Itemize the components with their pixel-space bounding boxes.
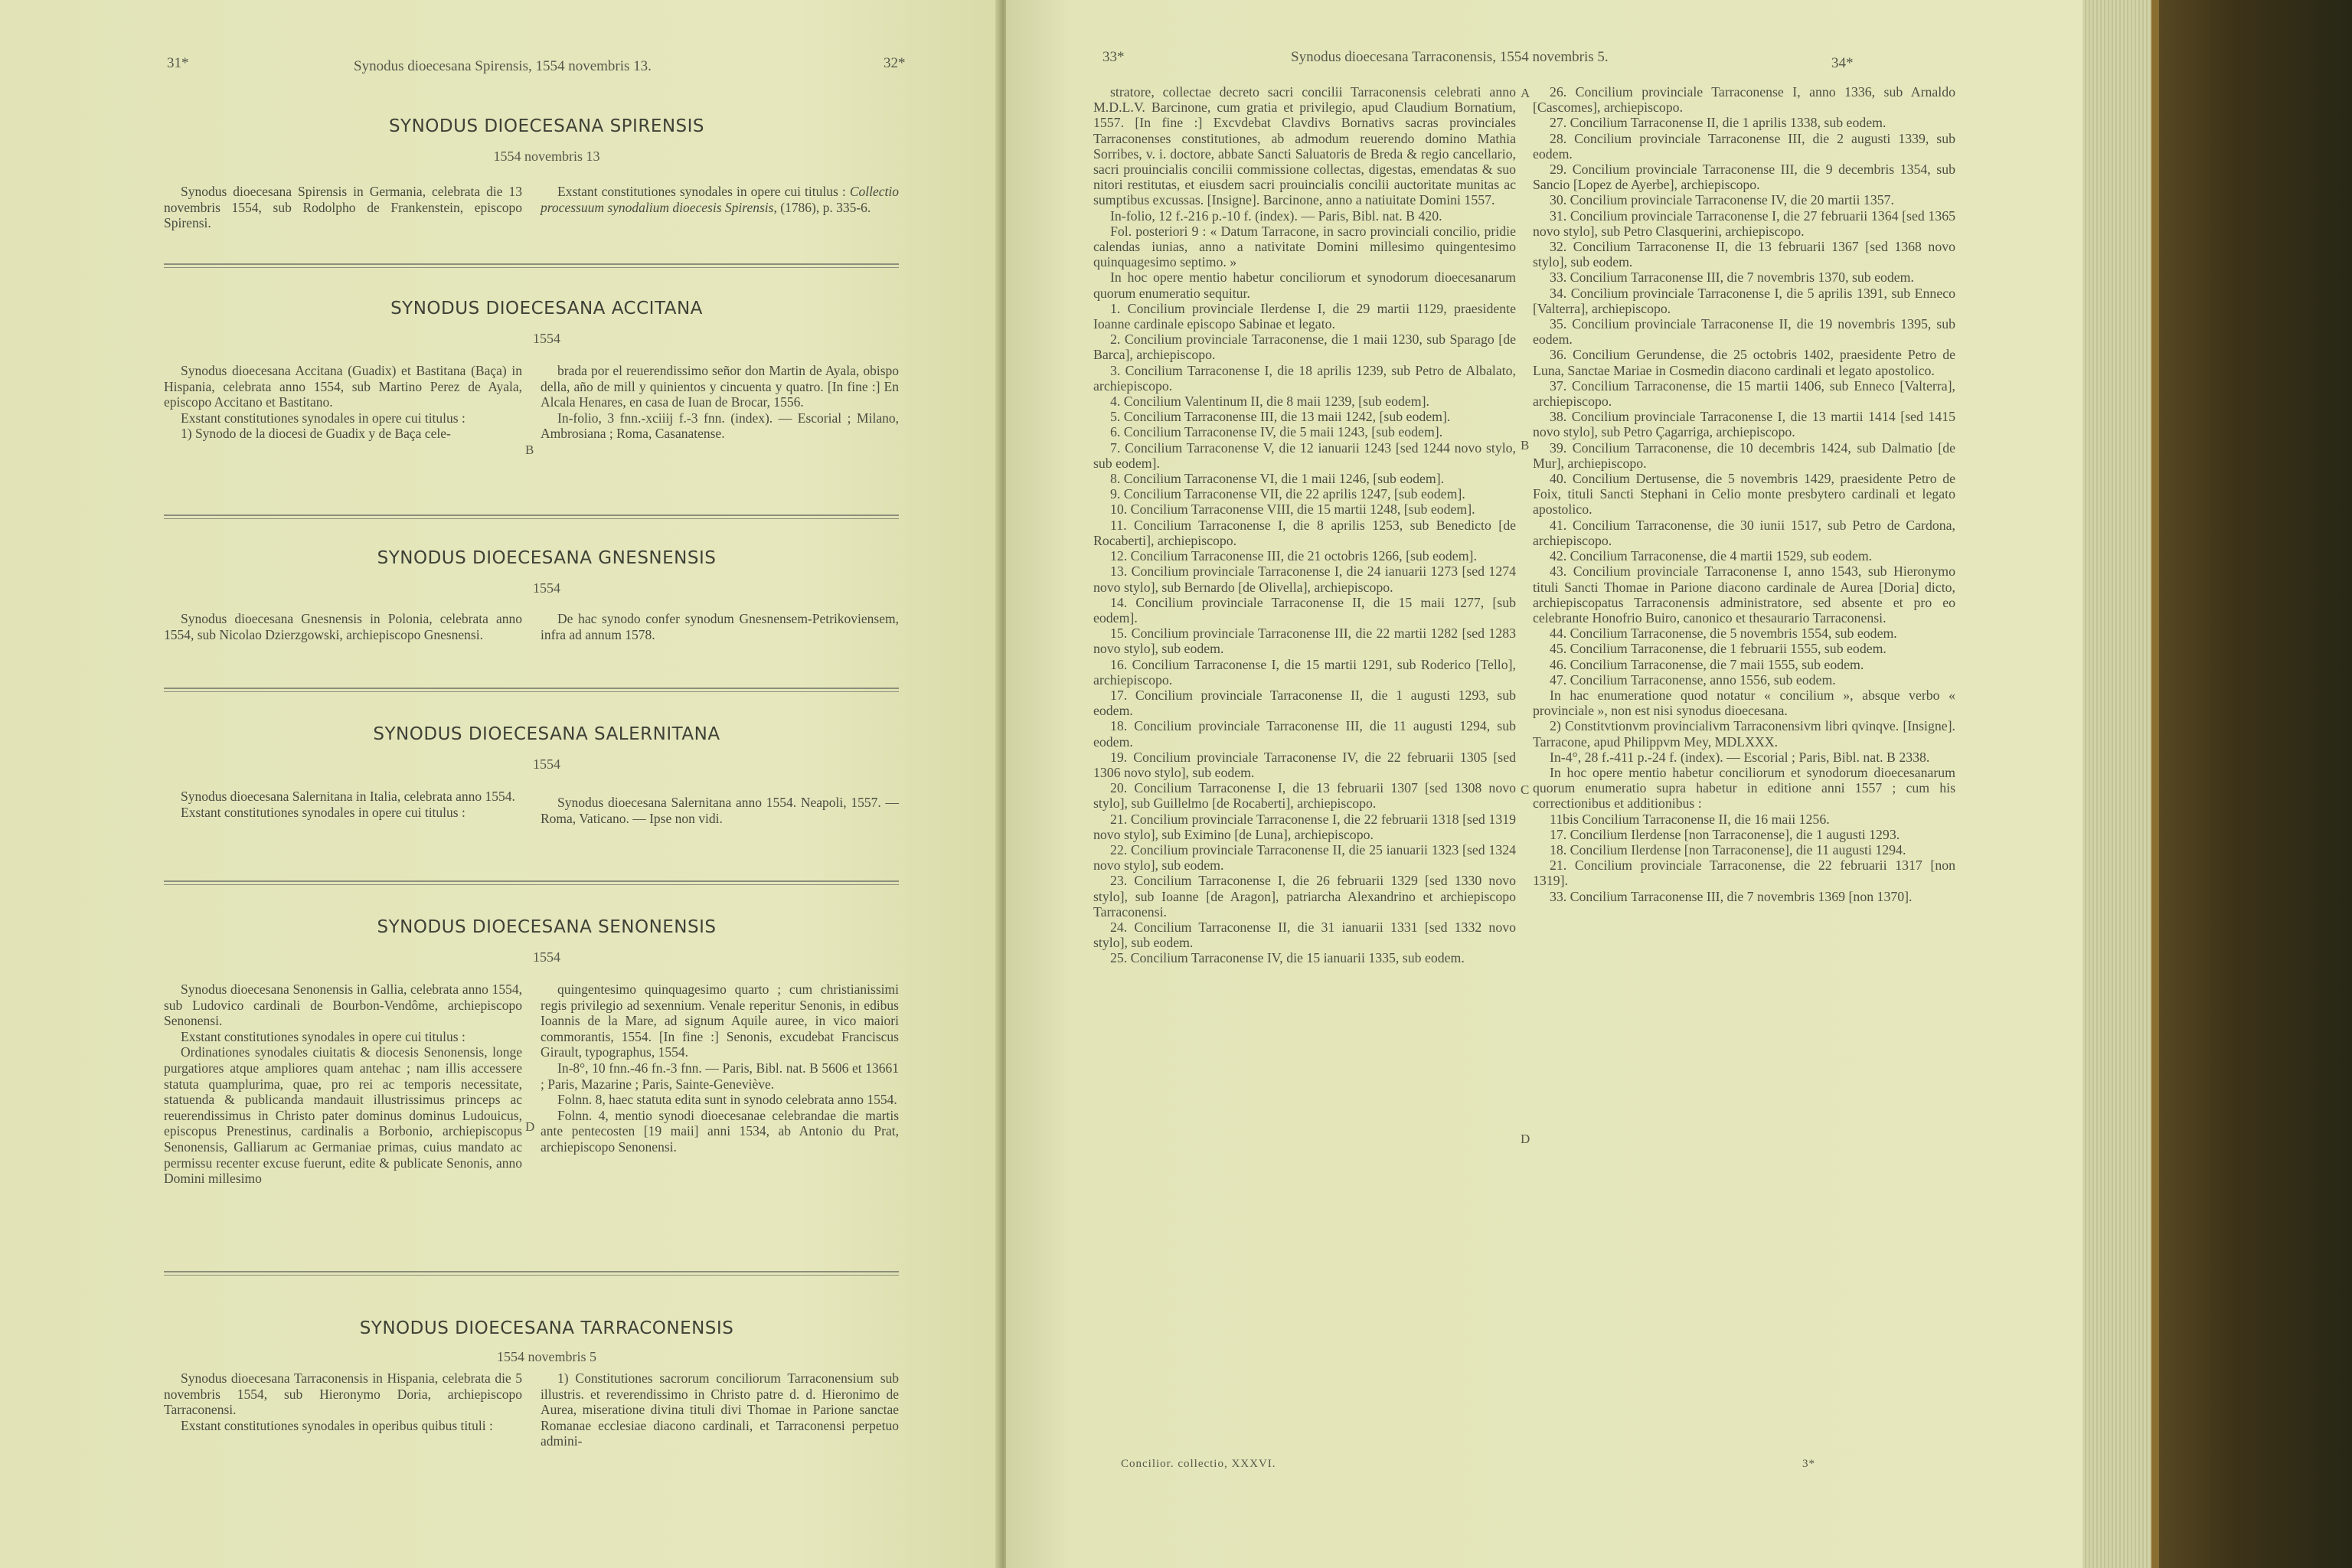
section-date-salernitana: 1554 xyxy=(533,756,560,772)
list-item: 47. Concilium Tarraconense, anno 1556, sub eodem. xyxy=(1550,671,1836,688)
page-number-left: 31* xyxy=(167,55,189,71)
book-cover-edge xyxy=(2151,0,2159,1568)
running-header: Synodus dioecesana Spirensis, 1554 novembris 13. xyxy=(354,58,652,74)
page-number-right: 32* xyxy=(884,55,906,71)
list-item: 25. Concilium Tarraconense IV, die 15 ianuarii 1335, sub eodem. xyxy=(1110,950,1465,966)
list-item: 1. Concilium provinciale Ilerdense I, die 29 martii 1129, praesidente Ioanne cardinale episcopo Sabinae et legato. xyxy=(1093,300,1516,332)
margin-letter: B xyxy=(1521,438,1530,452)
margin-letter: A xyxy=(1521,86,1530,100)
paragraph: Fol. posteriori 9 : « Datum Tarracone, in sacro provinciali concilio, pridie calendas iunias, anno a nativitate Domini millesimo quingentesimo quinquagesimo septimo. » xyxy=(1093,223,1516,270)
list-item: 30. Concilium provinciale Tarraconense IV, die 20 martii 1357. xyxy=(1550,192,1894,208)
section-date-accitana: 1554 xyxy=(533,331,560,346)
section-title-salernitana: SYNODUS DIOECESANA SALERNITANA xyxy=(373,724,720,744)
section-divider xyxy=(164,514,899,519)
list-item: 20. Concilium Tarraconense I, die 13 februarii 1307 [sed 1308 novo stylo], sub Guillelmo [de Rocaberti], archiepiscopo. xyxy=(1093,780,1516,812)
list-item: 36. Concilium Gerundense, die 25 octobris 1402, praesidente Petro de Luna, Sanctae Mariae in Cosmedin diacono cardinali et legato apostolico. xyxy=(1533,347,1955,378)
list-item: 13. Concilium provinciale Tarraconense I, die 24 ianuarii 1273 [sed 1274 novo stylo], sub Bernardo [de Olivella], archiepiscopo. xyxy=(1093,564,1516,595)
list-item: 17. Concilium Ilerdense [non Tarraconense], die 1 augusti 1293. xyxy=(1550,826,1900,842)
section-gnesnensis-left: Synodus dioecesana Gnesnensis in Polonia, celebrata anno 1554, sub Nicolao Dzierzgowski, archiepiscopo Gnesnensi. xyxy=(164,611,522,642)
list-item: 32. Concilium Tarraconense II, die 13 februarii 1367 [sed 1368 novo stylo], sub eodem. xyxy=(1533,239,1955,270)
section-title-gnesnensis: SYNODUS DIOECESANA GNESNENSIS xyxy=(377,548,717,568)
list-item: 18. Concilium provinciale Tarraconense III, die 11 augusti 1294, sub eodem. xyxy=(1093,718,1516,750)
list-item: 39. Concilium Tarraconense, die 10 decembris 1424, sub Dalmatio [de Mur], archiepiscopo. xyxy=(1533,439,1955,471)
section-date-spirensis: 1554 novembris 13 xyxy=(493,149,600,164)
paragraph: stratore, collectae decreto sacri concilii Tarraconensis celebrati anno M.D.L.V. Barcinone, cum gratia et privilegio, apud Claudium Bornatium, 1557. [In fine :] Excvdebat Clavdivs Bornativs sacras provinciales Tarraconenses constitutiones, ab admodum reuerendo domino Mathia Sorribes, v. i. doctore, abbate Sancti Saluatoris de Breda & regio cancellario, sacri prouincialis concilii commissione collectas, digestas, emendatas & suo nitori restitutas, et eiusdem sacri prouincialis concilii auctoritate munitas ac sumptibus excussas. [Insigne]. Barcinone, anno a natiuitate Domini 1557. xyxy=(1093,84,1516,208)
list-item: 8. Concilium Tarraconense VI, die 1 maii 1246, [sub eodem]. xyxy=(1110,471,1445,487)
list-item: 6. Concilium Tarraconense IV, die 5 maii 1243, [sub eodem]. xyxy=(1110,424,1443,440)
section-senonensis-left: Synodus dioecesana Senonensis in Gallia, celebrata anno 1554, sub Ludovico cardinali de Bourbon-Vendôme, archiepiscopo Senonensi. Exstant constitutiones synodales in opere cui titulus : Ordinationes synodales ciuitatis & diocesis Senonensis, longe purgatiores atque ampliores quam antehac ; nam illis accessere statuta quamplurima, quae, pro rei ac temporis necessitate, statuenda & publicanda mandauit illustrissimus princeps ac reuerendissimus in Christo pater dominus dominus Ludouicus, episcopus Prenestinus, cardinalis a Borbonio, archiepiscopus Senonensis, Galliarum ac Germaniae primas, cuius mandato ac permissu recenter excuse fuerunt, edite & publicate Senonis, anno Domini millesimo xyxy=(164,982,522,1187)
page-number-right: 34* xyxy=(1831,55,1854,71)
margin-letter: B xyxy=(525,443,534,457)
list-item: 11bis Concilium Tarraconense II, die 16 maii 1256. xyxy=(1550,811,1830,827)
margin-letter: C xyxy=(1521,782,1530,797)
right-page-column-2 xyxy=(1533,84,1955,904)
section-divider xyxy=(164,880,899,885)
footer-gathering-mark: 3* xyxy=(1802,1458,1815,1470)
running-header: Synodus dioecesana Tarraconensis, 1554 novembris 5. xyxy=(1291,49,1609,65)
margin-letter: D xyxy=(525,1119,535,1134)
list-item: 23. Concilium Tarraconense I, die 26 februarii 1329 [sed 1330 novo stylo], sub Ioanne [de Aragon], patriarcha Alexandrino et archiepiscopo Tarraconensi. xyxy=(1093,873,1516,920)
book-page-edges xyxy=(2082,0,2151,1568)
section-accitana-left: Synodus dioecesana Accitana (Guadix) et Bastitana (Baça) in Hispania, celebrata anno 1554, sub Martino Perez de Ayala, episcopo Accitano et Bastitano. Exstant constitutiones synodales in opere cui titulus : 1) Synodo de la diocesi de Guadix y de Baça cele- xyxy=(164,363,522,442)
section-spirensis-right: Exstant constitutiones synodales in opere cui titulus : Collectio processuum synodalium dioecesis Spirensis, (1786), p. 335-6. xyxy=(541,184,899,215)
list-item: 11. Concilium Tarraconense I, die 8 aprilis 1253, sub Benedicto [de Rocaberti], archiepiscopo. xyxy=(1093,517,1516,548)
list-item: 4. Concilium Valentinum II, die 8 maii 1239, [sub eodem]. xyxy=(1110,394,1429,410)
list-item: 37. Concilium Tarraconense, die 15 martii 1406, sub Enneco [Valterra], archiepiscopo. xyxy=(1533,377,1955,410)
section-title-spirensis: SYNODUS DIOECESANA SPIRENSIS xyxy=(388,116,705,136)
paragraph: In hoc opere mentio habetur conciliorum et synodorum dioecesanarum quorum enumeratio supra habetur in editione anni 1557 ; cum his correctionibus et additionibus : xyxy=(1533,764,1955,812)
section-salernitana-left: Synodus dioecesana Salernitana in Italia, celebrata anno 1554. Exstant constitutiones synodales in opere cui titulus : xyxy=(181,789,515,820)
left-page xyxy=(0,0,1000,1568)
section-spirensis-left: Synodus dioecesana Spirensis in Germania, celebrata die 13 novembris 1554, sub Rodolpho de Frankenstein, episcopo Spirensi. xyxy=(164,184,522,231)
paragraph: 2) Constitvtionvm provincialivm Tarraconensivm libri qvinqve. [Insigne]. Tarracone, apud Philippvm Mey, MDLXXX. xyxy=(1533,718,1955,750)
section-gnesnensis-right: De hac synodo confer synodum Gnesnensem-Petrikoviensem, infra ad annum 1578. xyxy=(541,611,899,642)
list-item: 43. Concilium provinciale Tarraconense I, anno 1543, sub Hieronymo tituli Sancti Thomae in Parione diacono cardinale de Aurea [Doria] dicto, archiepiscopatus Tarraconensis administratore, sed absente et pro eo celebrante Honofrio Buiro, canonico et thesaurario Tarraconensi. xyxy=(1533,564,1955,626)
section-divider xyxy=(164,1271,899,1276)
list-item: 34. Concilium provinciale Tarraconense I, die 5 aprilis 1391, sub Enneco [Valterra], archiepiscopo. xyxy=(1533,285,1955,316)
section-senonensis-right: quingentesimo quinquagesimo quarto ; cum christianissimi regis privilegio ad sexennium. Venale reperitur Senonis, in edibus Ioannis de la Mare, ad signum Aquile auree, in vico maiori commorantis, 1554. [In fine :] Senonis, excudebat Franciscus Girault, typographus, 1554. In-8°, 10 fnn.-46 fn.-3 fnn. — Paris, Bibl. nat. B 5606 et 13661 ; Paris, Mazarine ; Paris, Sainte-Geneviève. Folnn. 8, haec statuta edita sunt in synodo celebrata anno 1554. Folnn. 4, mentio synodi dioecesanae celebrandae die martis ante pentecosten [19 maii] anni 1534, ab Antonio du Prat, archiepiscopo Senonensi. xyxy=(541,982,899,1155)
list-item: 26. Concilium provinciale Tarraconense I, anno 1336, sub Arnaldo [Cascomes], archiepiscopo. xyxy=(1533,84,1955,116)
paragraph: In hoc opere mentio habetur conciliorum et synodorum dioecesanarum quorum enumeratio sequitur. xyxy=(1093,270,1516,301)
list-item: 22. Concilium provinciale Tarraconense II, die 25 ianuarii 1323 [sed 1324 novo stylo], sub eodem. xyxy=(1093,841,1516,874)
section-divider xyxy=(164,688,899,692)
right-page xyxy=(1006,0,2082,1568)
section-tarraconensis-right: 1) Constitutiones sacrorum conciliorum Tarraconensium sub illustris. et reverendissimo in Christo patre d. d. Hieronimo de Aurea, miseratione divina tituli divi Thomae in Parione sanctae Romanae ecclesiae diacono cardinali, et Tarraconensi perpetuo admini- xyxy=(541,1370,899,1449)
list-item: 33. Concilium Tarraconense III, die 7 novembris 1369 [non 1370]. xyxy=(1550,888,1913,904)
paragraph: In hac enumeratione quod notatur « concilium », absque verbo « provinciale », non est nisi synodus dioecesana. xyxy=(1533,687,1955,719)
list-item: 33. Concilium Tarraconense III, die 7 novembris 1370, sub eodem. xyxy=(1550,270,1914,286)
list-item: 14. Concilium provinciale Tarraconense II, die 15 maii 1277, [sub eodem]. xyxy=(1093,594,1516,626)
list-item: 17. Concilium provinciale Tarraconense II, die 1 augusti 1293, sub eodem. xyxy=(1093,687,1516,719)
section-title-tarraconensis: SYNODUS DIOECESANA TARRACONENSIS xyxy=(359,1318,734,1338)
section-title-senonensis: SYNODUS DIOECESANA SENONENSIS xyxy=(377,917,717,937)
list-item: 27. Concilium Tarraconense II, die 1 aprilis 1338, sub eodem. xyxy=(1550,115,1886,131)
footer-signature: Concilior. collectio, XXXVI. xyxy=(1121,1458,1276,1470)
right-page-column-1 xyxy=(1093,84,1516,966)
list-item: 29. Concilium provinciale Tarraconense III, die 9 decembris 1354, sub Sancio [Lopez de Ayerbe], archiepiscopo. xyxy=(1533,162,1955,193)
list-item: 44. Concilium Tarraconense, die 5 novembris 1554, sub eodem. xyxy=(1550,626,1897,642)
list-item: 45. Concilium Tarraconense, die 1 februarii 1555, sub eodem. xyxy=(1550,641,1886,657)
book-cover xyxy=(2151,0,2352,1568)
list-item: 38. Concilium provinciale Tarraconense I, die 13 martii 1414 [sed 1415 novo stylo], sub Petro Çagarriga, archiepiscopo. xyxy=(1533,409,1955,440)
list-item: 7. Concilium Tarraconense V, die 12 ianuarii 1243 [sed 1244 novo stylo, sub eodem]. xyxy=(1093,439,1516,471)
list-item: 40. Concilium Dertusense, die 5 novembris 1429, praesidente Petro de Foix, tituli Sancti Stephani in Celio monte presbytero cardinali et legato apostolico. xyxy=(1533,471,1955,518)
section-tarraconensis-left: Synodus dioecesana Tarraconensis in Hispania, celebrata die 5 novembris 1554, sub Hieronymo Doria, archiepiscopo Tarraconensi. Exstant constitutiones synodales in operibus quibus tituli : xyxy=(164,1370,522,1433)
section-date-senonensis: 1554 xyxy=(533,949,560,965)
list-item: 21. Concilium provinciale Tarraconense I, die 22 februarii 1318 [sed 1319 novo stylo], sub Eximino [de Luna], archiepiscopo. xyxy=(1093,811,1516,842)
section-divider xyxy=(164,263,899,268)
margin-letter: D xyxy=(1521,1132,1530,1146)
list-item: 2. Concilium provinciale Tarraconense, die 1 maii 1230, sub Sparago [de Barca], archiepiscopo. xyxy=(1093,332,1516,363)
paragraph: In-4°, 28 f.-411 p.-24 f. (index). — Escorial ; Paris, Bibl. nat. B 2338. xyxy=(1550,749,1930,765)
section-salernitana-right: Synodus dioecesana Salernitana anno 1554. Neapoli, 1557. — Roma, Vaticano. — Ipse non vidi. xyxy=(541,795,899,826)
section-title-accitana: SYNODUS DIOECESANA ACCITANA xyxy=(390,299,703,318)
list-item: 46. Concilium Tarraconense, die 7 maii 1555, sub eodem. xyxy=(1550,656,1864,672)
list-item: 31. Concilium provinciale Tarraconense I, die 27 februarii 1364 [sed 1365 novo stylo], sub Petro Clasquerini, archiepiscopo. xyxy=(1533,207,1955,239)
list-item: 41. Concilium Tarraconense, die 30 iunii 1517, sub Petro de Cardona, archiepiscopo. xyxy=(1533,517,1955,548)
list-item: 9. Concilium Tarraconense VII, die 22 aprilis 1247, [sub eodem]. xyxy=(1110,486,1465,502)
list-item: 15. Concilium provinciale Tarraconense III, die 22 martii 1282 [sed 1283 novo stylo], sub eodem. xyxy=(1093,626,1516,657)
list-item: 3. Concilium Tarraconense I, die 18 aprilis 1239, sub Petro de Albalato, archiepiscopo. xyxy=(1093,362,1516,394)
list-item: 16. Concilium Tarraconense I, die 15 martii 1291, sub Roderico [Tello], archiepiscopo. xyxy=(1093,656,1516,688)
list-item: 12. Concilium Tarraconense III, die 21 octobris 1266, [sub eodem]. xyxy=(1110,548,1477,564)
page-number-left: 33* xyxy=(1102,49,1125,65)
list-item: 35. Concilium provinciale Tarraconense II, die 19 novembris 1395, sub eodem. xyxy=(1533,316,1955,348)
section-date-tarraconensis: 1554 novembris 5 xyxy=(497,1349,596,1364)
list-item: 28. Concilium provinciale Tarraconense III, die 2 augusti 1339, sub eodem. xyxy=(1533,130,1955,162)
section-accitana-right: brada por el reuerendissimo señor don Martin de Ayala, obispo della, año de mill y quinientos y cincuenta y quatro. [In fine :] En Alcala Henares, en casa de Iuan de Brocar, 1556. In-folio, 3 fnn.-xciiij f.-3 fnn. (index). — Escorial ; Milano, Ambrosiana ; Roma, Casanatense. xyxy=(541,363,899,442)
list-item: 21. Concilium provinciale Tarraconense, die 22 februarii 1317 [non 1319]. xyxy=(1533,858,1955,889)
list-item: 5. Concilium Tarraconense III, die 13 maii 1242, [sub eodem]. xyxy=(1110,409,1451,425)
list-item: 18. Concilium Ilerdense [non Tarraconense], die 11 augusti 1294. xyxy=(1550,841,1906,858)
section-date-gnesnensis: 1554 xyxy=(533,580,560,596)
list-item: 19. Concilium provinciale Tarraconense IV, die 22 februarii 1305 [sed 1306 novo stylo], sub eodem. xyxy=(1093,749,1516,780)
list-item: 10. Concilium Tarraconense VIII, die 15 martii 1248, [sub eodem]. xyxy=(1110,501,1475,518)
paragraph: In-folio, 12 f.-216 p.-10 f. (index). — Paris, Bibl. nat. B 420. xyxy=(1110,207,1442,224)
list-item: 24. Concilium Tarraconense II, die 31 ianuarii 1331 [sed 1332 novo stylo], sub eodem. xyxy=(1093,919,1516,951)
list-item: 42. Concilium Tarraconense, die 4 martii 1529, sub eodem. xyxy=(1550,548,1873,564)
